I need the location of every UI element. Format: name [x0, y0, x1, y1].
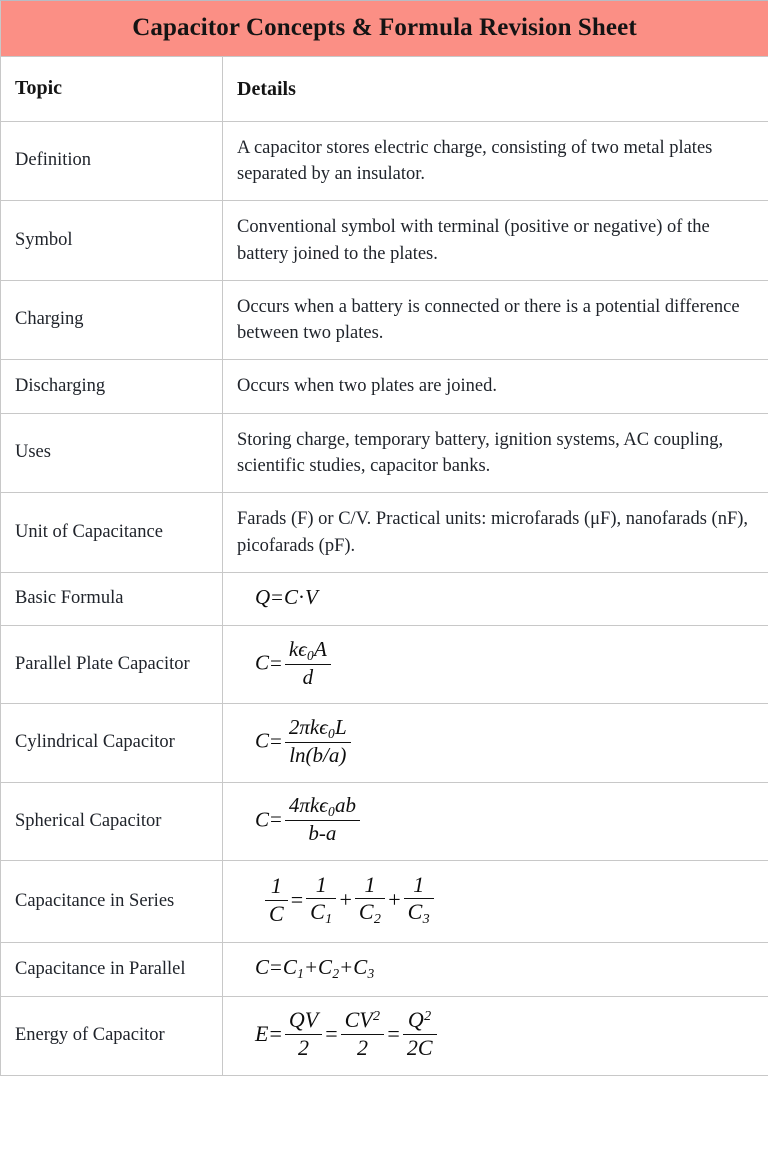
sym-eq: = [270, 650, 282, 675]
sym-C: C [255, 728, 270, 753]
sym-C: C [318, 955, 333, 980]
sym-C: C [255, 955, 270, 980]
row-topic: Discharging [1, 360, 223, 413]
fraction-numerator: 1 [404, 873, 434, 900]
fraction-numerator [403, 1008, 437, 1035]
fraction-denominator: 2C [406, 1034, 433, 1060]
table-header-row [1, 56, 768, 121]
row-topic: Charging [1, 280, 223, 360]
column-header-details-cell [223, 56, 768, 121]
table-title-row [1, 1, 768, 57]
row-details: Storing charge, temporary battery, ignition systems, AC coupling, scientific studies, capacitor banks. [223, 413, 768, 493]
table-row [1, 943, 768, 996]
page-title: Capacitor Concepts & Formula Revision Sheet [132, 14, 637, 41]
fraction [404, 873, 434, 928]
row-topic: Capacitance in Series [1, 861, 223, 943]
sym-CV: CV [344, 1007, 373, 1033]
sym-sub-3: 3 [422, 911, 430, 928]
table-row [1, 360, 768, 413]
table-row [1, 782, 768, 860]
sym-epsilon: ϵ [298, 636, 307, 661]
fraction-numerator [285, 716, 351, 743]
sym-C: C [284, 584, 299, 609]
row-topic: Energy of Capacitor [1, 996, 223, 1075]
sym-b-minus-a: b-a [308, 821, 337, 846]
table-row [1, 121, 768, 201]
sym-eq: = [387, 1020, 400, 1046]
fraction-denominator [355, 899, 385, 928]
table-row [1, 704, 768, 782]
table-row [1, 201, 768, 281]
sym-sub-0: 0 [327, 725, 335, 741]
column-header-details: Details [237, 77, 296, 100]
table-row [1, 996, 768, 1075]
sym-eq: = [269, 1020, 282, 1046]
sym-V: V [305, 584, 318, 609]
row-details-formula [223, 996, 768, 1075]
sym-Q: Q [255, 584, 271, 609]
sym-sub-2: 2 [332, 966, 340, 982]
sym-sub-0: 0 [327, 804, 335, 820]
formula-parallel-plate [237, 636, 333, 690]
sym-sup-2: 2 [373, 1007, 381, 1024]
row-details: Farads (F) or C/V. Practical units: microfarads (μF), nanofarads (nF), picofarads (pF). [223, 493, 768, 573]
sym-slash: / [323, 742, 329, 767]
fraction [285, 794, 360, 845]
fraction-numerator [341, 1008, 385, 1035]
fraction [306, 873, 336, 928]
sym-eq: = [270, 807, 282, 832]
row-topic: Definition [1, 121, 223, 201]
sym-epsilon: ϵ [319, 793, 328, 818]
sym-d: d [302, 664, 314, 689]
sym-C: C [310, 899, 325, 925]
row-details-formula [223, 943, 768, 996]
fraction-denominator [285, 821, 360, 846]
sym-eq: = [290, 886, 304, 912]
sym-sub-1: 1 [297, 966, 304, 982]
row-details-formula [223, 704, 768, 782]
fraction [285, 716, 351, 767]
sym-k: k [288, 636, 299, 661]
fraction-denominator: C [269, 900, 284, 926]
row-details-formula [223, 572, 768, 625]
row-topic: Uses [1, 413, 223, 493]
sym-4pi: 4π [288, 793, 310, 818]
row-details: Occurs when two plates are joined. [223, 360, 768, 413]
formula-basic [237, 584, 318, 609]
fraction-denominator: 2 [357, 1034, 368, 1060]
sym-C: C [255, 650, 270, 675]
sym-epsilon: ϵ [319, 715, 328, 740]
fraction-numerator [285, 794, 360, 821]
fraction-numerator: 1 [306, 873, 336, 900]
sym-plus: + [340, 955, 353, 980]
table-row [1, 572, 768, 625]
fraction-denominator [285, 743, 351, 768]
sym-sub-3: 3 [367, 966, 375, 982]
sym-sub-2: 2 [373, 911, 381, 928]
row-topic: Spherical Capacitor [1, 782, 223, 860]
sym-eq: = [325, 1020, 338, 1046]
fraction-numerator: 1 [355, 873, 385, 900]
sym-C: C [358, 899, 374, 925]
fraction-numerator: QV [285, 1008, 322, 1035]
table-row [1, 280, 768, 360]
row-topic: Cylindrical Capacitor [1, 704, 223, 782]
sym-close-paren: ) [339, 742, 347, 767]
fraction-denominator [306, 899, 336, 928]
sym-plus: + [305, 955, 318, 980]
sym-k: k [309, 793, 320, 818]
fraction-numerator: 1 [265, 874, 288, 901]
row-topic: Basic Formula [1, 572, 223, 625]
row-topic: Symbol [1, 201, 223, 281]
formula-series [237, 871, 436, 929]
sym-eq: = [270, 728, 282, 753]
sym-sub-0: 0 [306, 647, 314, 663]
sym-k: k [309, 715, 320, 740]
sym-ab: ab [335, 793, 356, 818]
sym-plus: + [339, 886, 352, 912]
row-details-formula [223, 782, 768, 860]
fraction [403, 1008, 437, 1060]
fraction [341, 1008, 385, 1060]
sym-b: b [312, 742, 324, 767]
row-details-formula [223, 861, 768, 943]
fraction [265, 874, 288, 926]
column-header-topic-cell [1, 56, 223, 121]
fraction-denominator [285, 665, 331, 690]
sym-plus: + [388, 886, 401, 912]
fraction-denominator [404, 899, 434, 928]
sym-2pi: 2π [288, 715, 310, 740]
fraction [285, 1008, 322, 1060]
table-row [1, 626, 768, 704]
formula-spherical [237, 793, 362, 847]
sym-sub-1: 1 [325, 911, 333, 928]
sym-Q: Q [407, 1007, 424, 1033]
formula-cylindrical [237, 717, 353, 768]
sym-a: a [328, 742, 340, 767]
sym-C: C [407, 899, 423, 925]
sym-L: L [335, 715, 347, 740]
row-details: Occurs when a battery is connected or there is a potential difference between two plates. [223, 280, 768, 360]
row-topic: Parallel Plate Capacitor [1, 626, 223, 704]
row-details-formula [223, 626, 768, 704]
sym-A: A [313, 636, 327, 661]
sym-E: E [255, 1020, 269, 1046]
fraction-denominator: 2 [298, 1034, 310, 1060]
row-details: A capacitor stores electric charge, consisting of two metal plates separated by an insulator. [223, 121, 768, 201]
row-topic: Capacitance in Parallel [1, 943, 223, 996]
column-header-topic: Topic [15, 77, 63, 100]
fraction [355, 873, 385, 928]
sym-C: C [255, 807, 270, 832]
table-row [1, 413, 768, 493]
table-row [1, 861, 768, 943]
sym-C: C [353, 955, 368, 980]
formula-parallel [237, 957, 375, 980]
formula-energy [237, 1007, 439, 1062]
row-topic: Unit of Capacitance [1, 493, 223, 573]
sym-sup-2: 2 [424, 1007, 432, 1024]
table-row [1, 493, 768, 573]
sym-ln-open: ln( [289, 742, 313, 767]
sym-C: C [282, 955, 297, 980]
sym-dot: · [298, 584, 306, 609]
table-title-cell [1, 1, 768, 57]
fraction [285, 638, 331, 689]
sym-eq: = [271, 584, 284, 609]
row-details: Conventional symbol with terminal (positive or negative) of the battery joined to the plates. [223, 201, 768, 281]
sym-eq: = [270, 955, 282, 980]
fraction-numerator [285, 638, 331, 665]
